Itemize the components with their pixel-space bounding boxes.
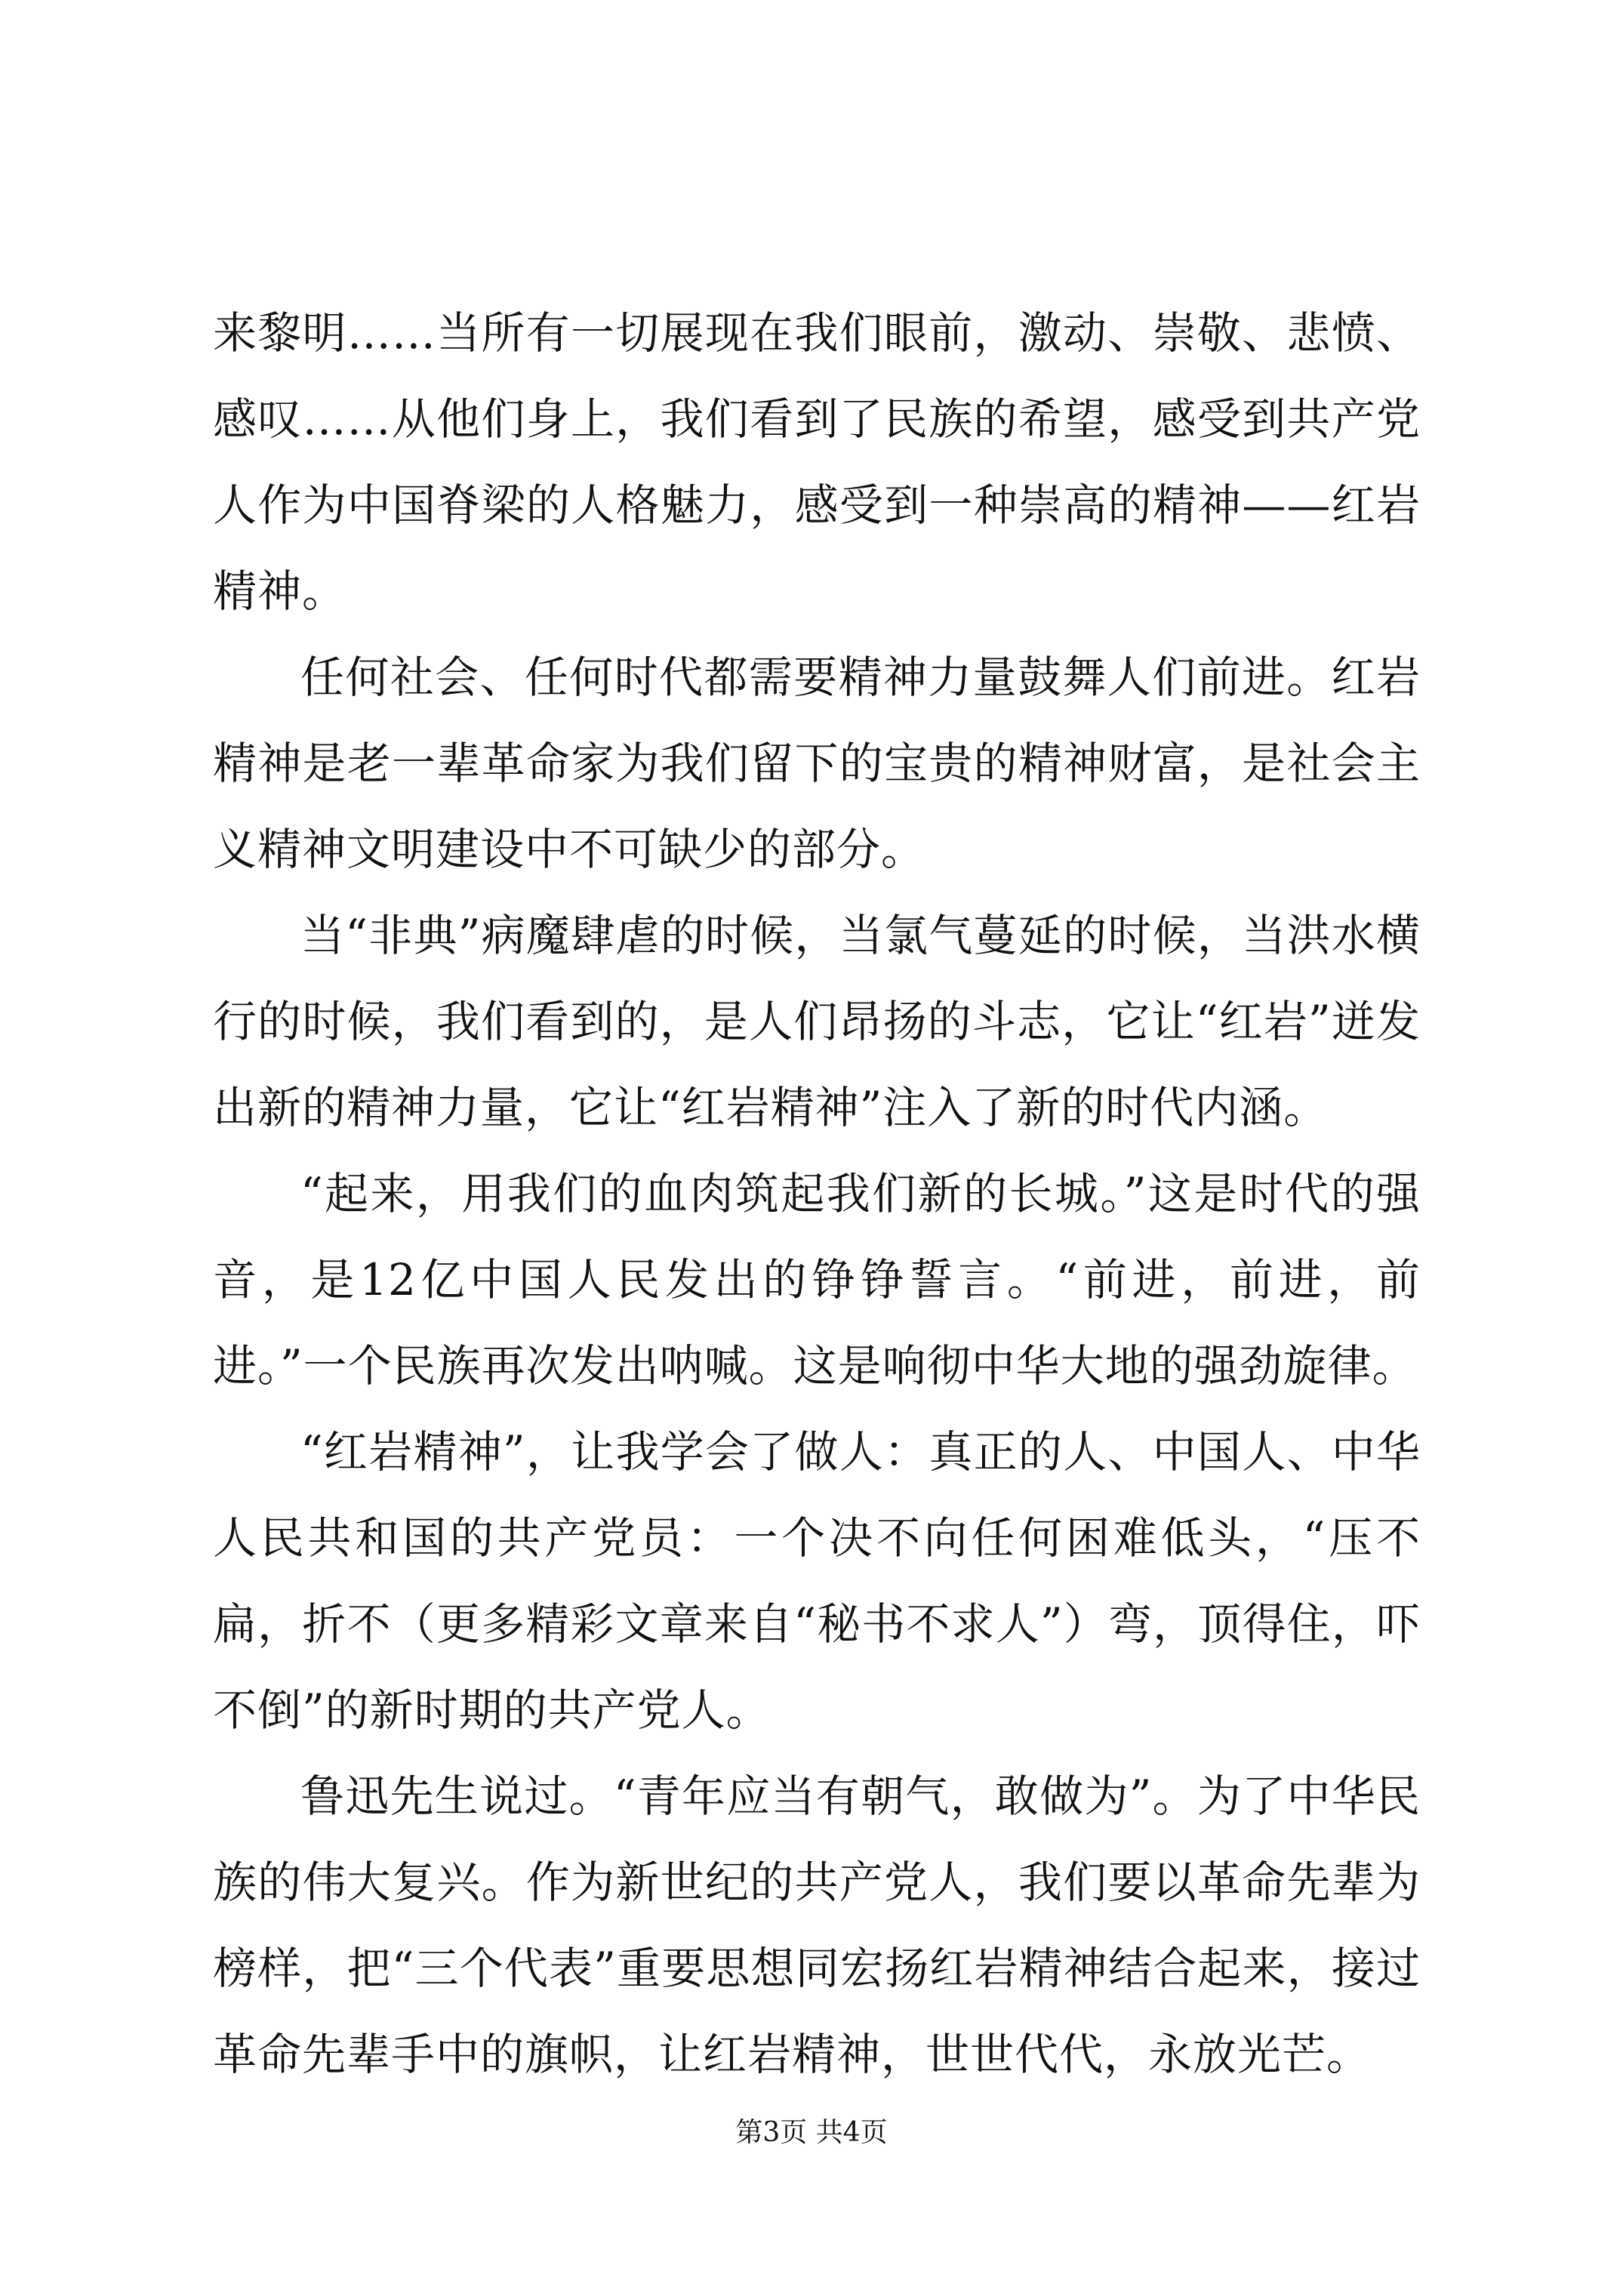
paragraph-2: 任何社会、任何时代都需要精神力量鼓舞人们前进。红岩精神是老一辈革命家为我们留下的宝贵的精神财富，是社会主义精神文明建设中不可缺少的部分。	[213, 652, 1421, 875]
paragraph-5: “红岩精神”，让我学会了做人：真正的人、中国人、中华人民共和国的共产党员：一个决不向任何困难低头，“压不扁，折不（更多精彩文章来自“秘书不求人”）弯，顶得住，吓不倒”的新时期的共产党人。	[213, 1426, 1421, 1736]
paragraph-3: 当“非典”病魔肆虐的时候，当氯气蔓延的时候，当洪水横行的时候，我们看到的，是人们昂扬的斗志，它让“红岩”迸发出新的精神力量，它让“红岩精神”注入了新的时代内涵。	[213, 910, 1421, 1133]
paragraph-6: 鲁迅先生说过。“青年应当有朝气，敢做为”。为了中华民族的伟大复兴。作为新世纪的共产党人，我们要以革命先辈为榜样，把“三个代表”重要思想同宏扬红岩精神结合起来，接过革命先辈手中的旗帜，让红岩精神，世世代代，永放光芒。	[213, 1771, 1421, 2080]
paragraph-4: “起来，用我们的血肉筑起我们新的长城。”这是时代的强音，是12亿中国人民发出的铮铮誓言。“前进，前进，前进。”一个民族再次发出呐喊。这是响彻中华大地的强劲旋律。	[213, 1168, 1421, 1391]
paragraph-1: 来黎明……当所有一切展现在我们眼前，激动、崇敬、悲愤、感叹……从他们身上，我们看到了民族的希望，感受到共产党人作为中国脊梁的人格魅力，感受到一种崇高的精神——红岩精神。	[213, 307, 1421, 617]
document-body	[213, 290, 1421, 2097]
page-footer: 第3页 共4页	[735, 2117, 888, 2148]
